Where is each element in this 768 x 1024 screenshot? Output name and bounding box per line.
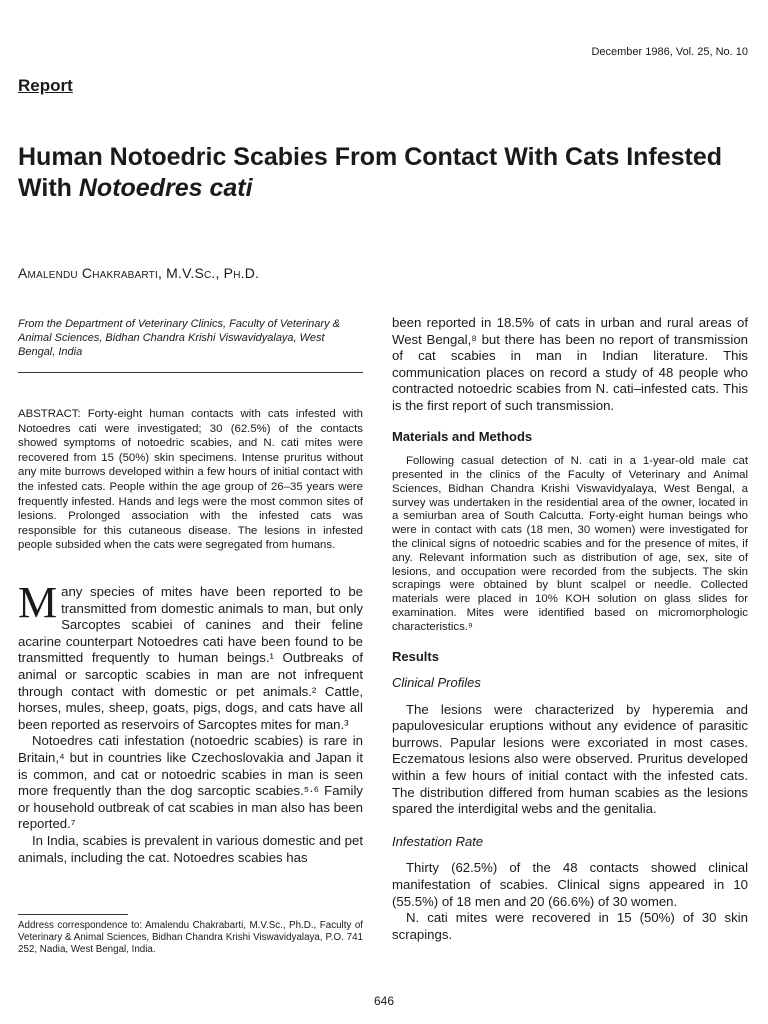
methods-heading: Materials and Methods: [392, 428, 533, 444]
introduction: [18, 578, 363, 866]
infestation-text-1: Thirty (62.5%) of the 48 contacts showed clinical manifestation of scabies. Clinical signs appeared in 10 (55.5%) of 18 men and 20 (66.6%) of 30 women.: [392, 860, 748, 909]
intro-continued: been reported in 18.5% of cats in urban and rural areas of West Bengal,⁸ but there has been no report of transmission of cat scabies in man in Indian literature. This communication places on record a study of 48 people who contracted notoedric scabies from N. cati–infested cats. This is the first report of such transmission.: [392, 315, 748, 413]
affiliation: From the Department of Veterinary Clinics, Faculty of Veterinary & Animal Sciences, Bidhan Chandra Krishi Viswavidyalaya, West Bengal, India: [18, 318, 340, 358]
author-name: Amalendu Chakrabarti: [18, 265, 158, 281]
section-label: Report: [18, 76, 73, 95]
article-title: [18, 142, 738, 204]
clinical-profiles-heading: Clinical Profiles: [392, 675, 481, 691]
intro-paragraph-3: In India, scabies is prevalent in various domestic and pet animals, including the cat. Notoedres scabies has: [18, 832, 363, 865]
journal-issue: December 1986, Vol. 25, No. 10: [591, 46, 748, 58]
title-italic: Notoedres cati: [78, 174, 253, 202]
title-main: Human Notoedric Scabies From Contact With Cats Infested With: [18, 143, 723, 202]
infestation-rate-heading: Infestation Rate: [392, 833, 484, 849]
right-column: [392, 315, 748, 943]
results-heading: Results: [392, 648, 439, 664]
author-line: [18, 265, 259, 281]
infestation-text-2: N. cati mites were recovered in 15 (50%) of 30 skin scrapings.: [392, 910, 748, 942]
divider: [18, 372, 363, 373]
footnote-divider: [18, 914, 128, 915]
author-degrees: , M.V.Sc., Ph.D.: [157, 265, 260, 281]
clinical-text: The lesions were characterized by hyperemia and papulovesicular eruptions without any evidence of parasitic burrows. Papular lesions were excoriated in most cases. Eczematous lesions also were observed. Pruritus developed within a few hours of initial contact with the infested cats. The distribution differed from human scabies as the lesions spared the interdigital webs and the genitalia.: [392, 701, 748, 817]
methods-text: Following casual detection of N. cati in a 1-year-old male cat presented in the clinics of the Faculty of Veterinary and Animal Sciences, Bidhan Chandra Krishi Viswavidyalaya, West Bengal, a survey was undertaken in the residential area of the owner, located in a semiurban area of South Calcutta. Forty-eight human beings who were in contact with cats (18 men, 30 women) were investigated for the clinical signs of notoedric scabies and for the presence of mites, if any. Relevant information such as distribution of age, sex, site of lesions, and occupation were recorded from the subjects. The skin scrapings were obtained by blunt scalpel or needle. Collected materials were placed in 10% KOH solution on glass slides for examination. Mites were identified based on micromorphologic characteristics.⁹: [392, 455, 748, 633]
intro-paragraph-2: Notoedres cati infestation (notoedric scabies) is rare in Britain,⁴ but in countries like Czechoslovakia and Japan it is common, and cat or notoedric scabies in man is seen more frequently than the dog sarcoptic scabies.⁵·⁶ Family or household outbreak of cat scabies in man also has been reported.⁷: [18, 733, 363, 832]
intro-paragraph-1: any species of mites have been reported to be transmitted from domestic animals to man, but only Sarcoptes scabiei of canines and their feline acarine counterpart Notoedres cati have been found to be transmitted frequently to human beings.¹ Outbreaks of animal or sarcoptic scabies in man are not infrequent through contact with domestic or pet animals.² Cattle, horses, mules, sheep, goats, pigs, dogs, and cats have all been reported as reservoirs of Sarcoptes mites for man.³: [18, 584, 363, 732]
correspondence-footnote: Address correspondence to: Amalendu Chakrabarti, M.V.Sc., Ph.D., Faculty of Veterinary & Animal Sciences, Bidhan Chandra Krishi Viswavidyalaya, P.O. 741 252, Nadia, West Bengal, India.: [18, 920, 363, 956]
page-number: 646: [373, 994, 395, 1008]
abstract: ABSTRACT: Forty-eight human contacts with cats infested with Notoedres cati were investigated; 30 (62.5%) of the contacts showed symptoms of notoedric scabies, and N. cati mites were recovered from 15 (50%) skin specimens. Intense pruritus without any mite burrows developed within a few hours of initial contact with the infested cats. People within the age group of 26–35 years were frequently infested. Hands and legs were the most common sites of lesions. Prolonged association with the infested cats was responsible for this cutaneous disease. The lesions in infested people subsided when the cats were segregated from humans.: [18, 408, 363, 552]
drop-cap: M: [18, 578, 58, 627]
